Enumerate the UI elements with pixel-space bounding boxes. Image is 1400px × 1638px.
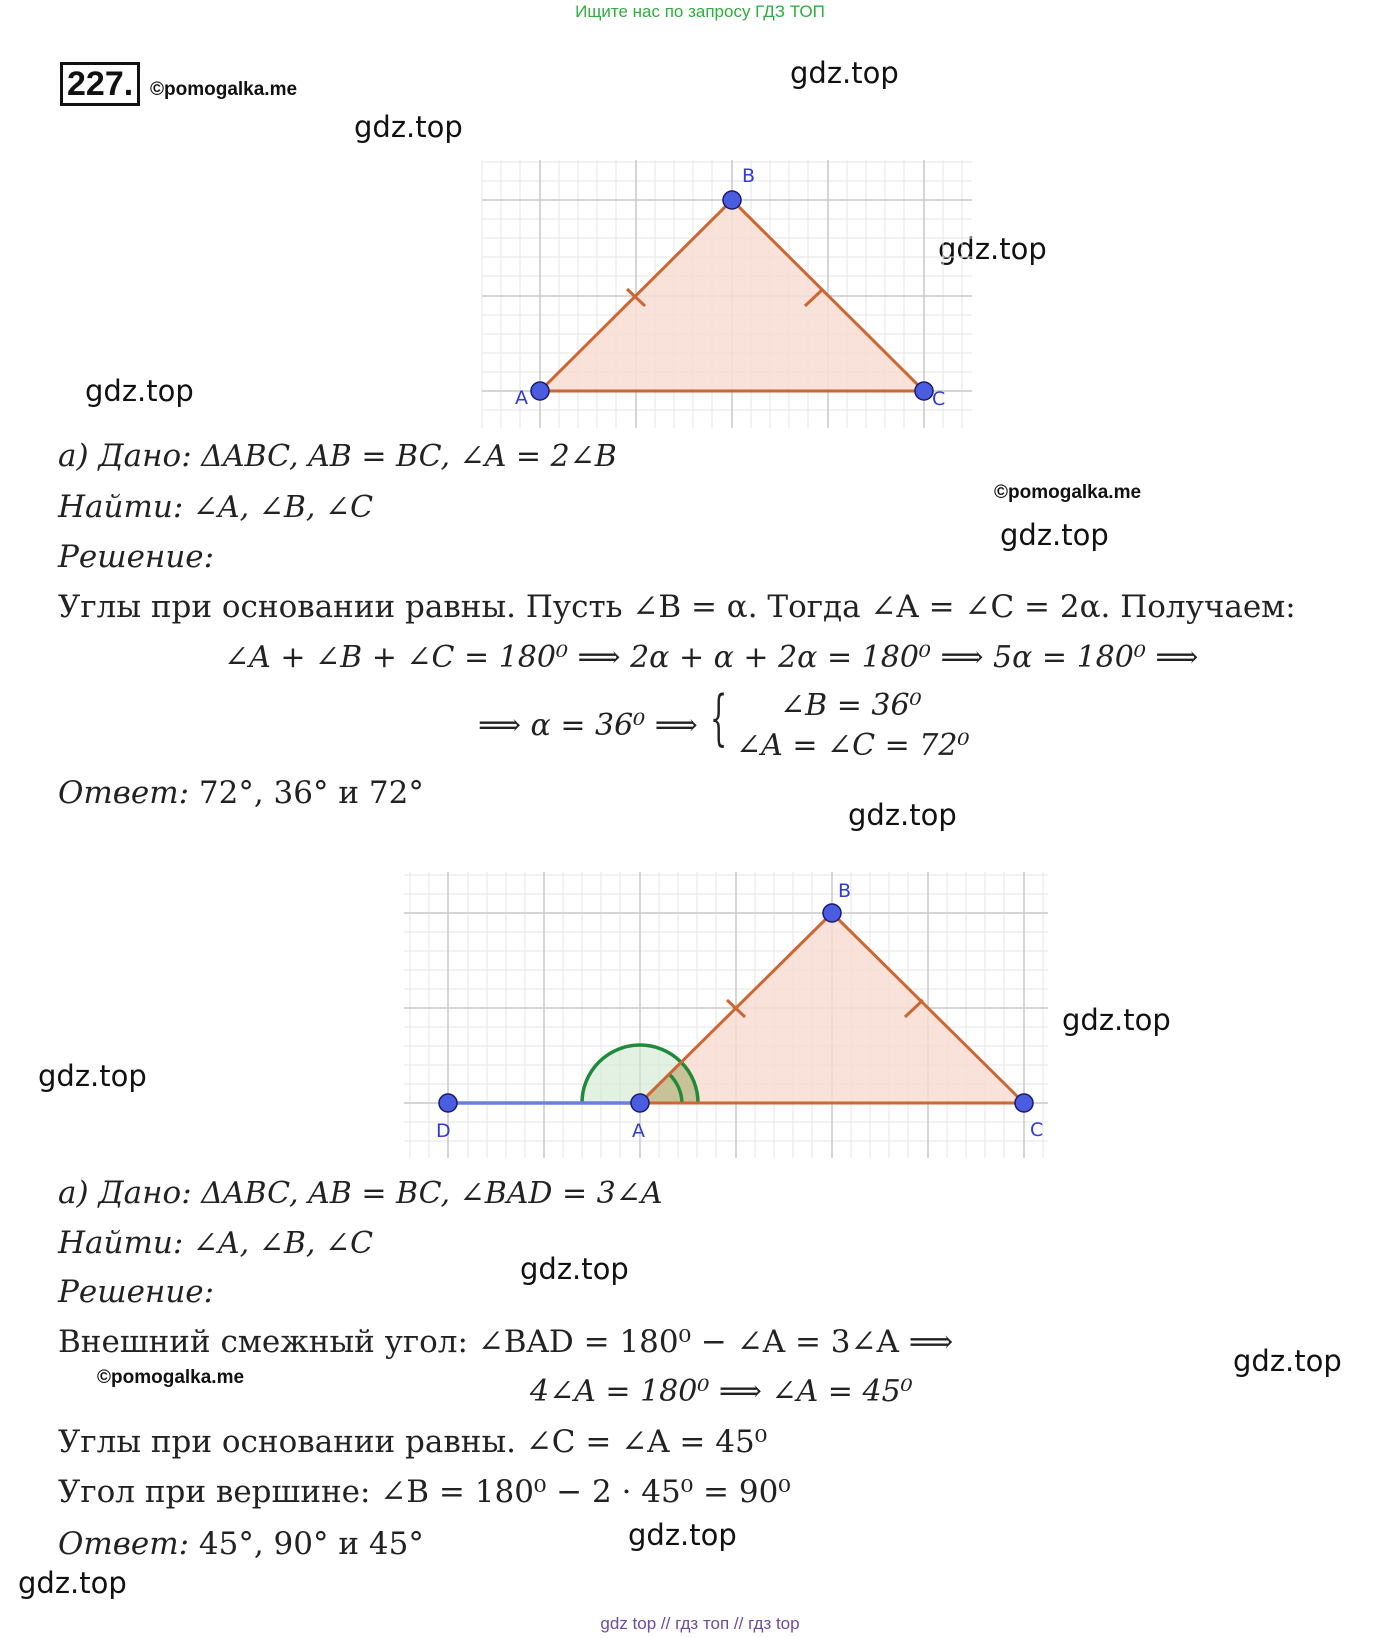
answer-line-b bbox=[58, 1526, 424, 1562]
watermark: gdz.top bbox=[85, 374, 194, 408]
problem-number: 227. bbox=[60, 62, 140, 106]
given-expression: ΔABC, AB = BC, ∠BAD = 3∠A bbox=[191, 1176, 663, 1211]
solution-text-b-3: Угол при вершине: ∠B = 180⁰ − 2 · 45⁰ = 90⁰ bbox=[58, 1474, 791, 1510]
label-b: B bbox=[742, 165, 756, 187]
watermark: gdz.top bbox=[1062, 1003, 1171, 1037]
given-expression: ΔABC, AB = BC, ∠A = 2∠B bbox=[191, 439, 617, 474]
equation-a-2-system-2: ∠A = ∠C = 72⁰ bbox=[736, 728, 970, 763]
find-line-b bbox=[58, 1225, 373, 1261]
label-a: A bbox=[632, 1120, 645, 1142]
triangle-figure-2 bbox=[400, 860, 1060, 1160]
given-line-b bbox=[58, 1175, 663, 1211]
find-expression: ∠A, ∠B, ∠C bbox=[183, 490, 374, 525]
bottom-banner[interactable]: gdz top // гдз топ // гдз top bbox=[600, 1614, 800, 1633]
solution-text-b-2: Углы при основании равны. ∠C = ∠A = 45⁰ bbox=[58, 1424, 768, 1460]
answer-label: Ответ: bbox=[58, 1526, 190, 1562]
solution-label-b: Решение: bbox=[58, 1274, 215, 1310]
given-line-a bbox=[58, 438, 617, 474]
find-label: Найти: bbox=[58, 489, 184, 525]
answer-value: 72°, 36° и 72° bbox=[189, 775, 424, 811]
answer-line-a bbox=[58, 775, 424, 811]
solution-label-a: Решение: bbox=[58, 539, 215, 575]
watermark: gdz.top bbox=[848, 798, 957, 832]
label-c: C bbox=[932, 388, 946, 410]
solution-text-a: Углы при основании равны. Пусть ∠B = α. Тогда ∠A = ∠C = 2α. Получаем: bbox=[58, 589, 1296, 625]
label-d: D bbox=[436, 1120, 451, 1142]
find-label: Найти: bbox=[58, 1225, 184, 1261]
label-b: B bbox=[838, 880, 852, 902]
find-line-a bbox=[58, 489, 373, 525]
watermark: gdz.top bbox=[18, 1566, 127, 1600]
equation-a-2-system-1: ∠B = 36⁰ bbox=[780, 688, 922, 723]
copyright-label: ©pomogalka.me bbox=[150, 79, 298, 100]
find-expression: ∠A, ∠B, ∠C bbox=[183, 1226, 374, 1261]
copyright-label: ©pomogalka.me bbox=[994, 482, 1142, 503]
solution-text-b-1: Внешний смежный угол: ∠BAD = 180⁰ − ∠A = 3∠A ⟹ bbox=[58, 1324, 954, 1360]
triangle-figure-1 bbox=[480, 155, 980, 430]
watermark: gdz.top bbox=[938, 232, 1047, 266]
equation-a-2-left: ⟹ α = 36⁰ ⟹ bbox=[478, 708, 698, 743]
copyright-label: ©pomogalka.me bbox=[97, 1367, 245, 1388]
watermark: gdz.top bbox=[1000, 518, 1109, 552]
label-a: A bbox=[515, 387, 528, 409]
equation-a-1: ∠A + ∠B + ∠C = 180⁰ ⟹ 2α + α + 2α = 180⁰ ⟹ 5α = 180⁰ ⟹ bbox=[224, 640, 1199, 675]
given-label: а) Дано: bbox=[58, 438, 192, 474]
label-c: C bbox=[1030, 1119, 1044, 1141]
watermark: gdz.top bbox=[790, 56, 899, 90]
watermark: gdz.top bbox=[38, 1059, 147, 1093]
equation-b-1: 4∠A = 180⁰ ⟹ ∠A = 45⁰ bbox=[530, 1374, 913, 1409]
given-label: а) Дано: bbox=[58, 1175, 192, 1211]
answer-value: 45°, 90° и 45° bbox=[189, 1526, 424, 1562]
watermark: gdz.top bbox=[520, 1252, 629, 1286]
top-banner[interactable]: Ищите нас по запросу ГДЗ ТОП bbox=[575, 2, 825, 21]
watermark: gdz.top bbox=[628, 1518, 737, 1552]
system-brace: { bbox=[710, 683, 728, 753]
watermark: gdz.top bbox=[354, 110, 463, 144]
answer-label: Ответ: bbox=[58, 775, 190, 811]
watermark: gdz.top bbox=[1233, 1344, 1342, 1378]
